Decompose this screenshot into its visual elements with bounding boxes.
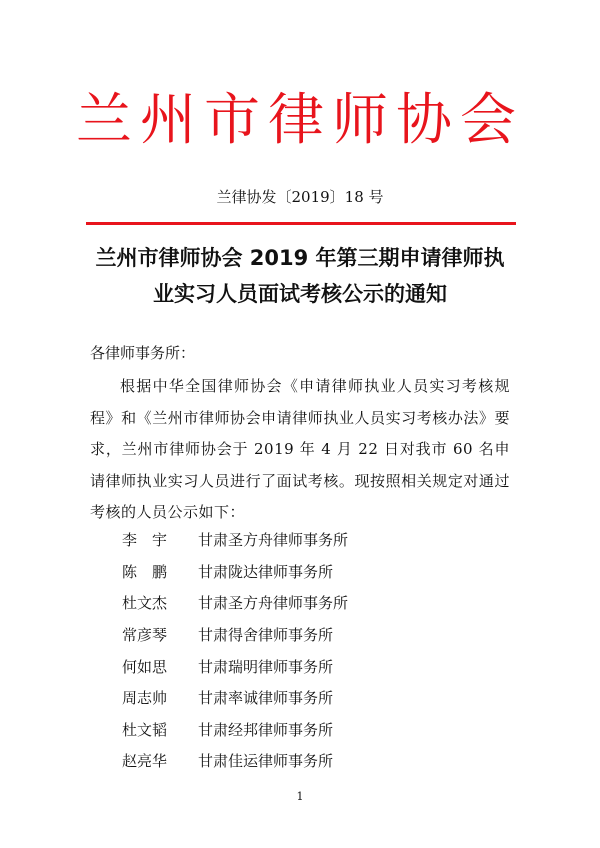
roster-row [122, 524, 462, 556]
roster-row [122, 587, 462, 619]
roster-row [122, 619, 462, 651]
roster-firm: 甘肃圣方舟律师事务所 [198, 531, 349, 550]
roster-list [122, 524, 462, 777]
masthead-title: 兰州市律师协会 [76, 88, 524, 153]
roster-row [122, 745, 462, 777]
roster-name: 杜文杰 [122, 594, 168, 613]
roster-name: 李 宇 [122, 531, 168, 550]
roster-row [122, 650, 462, 682]
roster-name: 杜文韬 [122, 720, 168, 739]
roster-firm: 甘肃陇达律师事务所 [198, 562, 334, 581]
roster-name: 陈 鹏 [122, 562, 168, 581]
roster-name: 常彦琴 [122, 626, 168, 645]
roster-firm: 甘肃率诚律师事务所 [198, 689, 334, 708]
roster-firm: 甘肃佳运律师事务所 [198, 752, 334, 771]
roster-row [122, 714, 462, 746]
roster-firm: 甘肃瑞明律师事务所 [198, 657, 334, 676]
roster-row [122, 682, 462, 714]
roster-firm: 甘肃圣方舟律师事务所 [198, 594, 349, 613]
roster-row [122, 556, 462, 588]
salutation: 各律师事务所： [90, 344, 196, 362]
notice-title [60, 240, 540, 312]
roster-firm: 甘肃经邦律师事务所 [198, 720, 334, 739]
roster-name: 何如思 [122, 657, 168, 676]
body-paragraph: 根据中华全国律师协会《申请律师执业人员实习考核规程》和《兰州市律师协会申请律师执业人员实习考核办法》要求，兰州市律师协会于 2019 年 4 月 22 日对我市 60 名申请律师执业实习人员进行了面试考核。现按照相关规定对通过考核的人员公示如下： [90, 377, 510, 521]
document-number: 兰律协发〔2019〕18 号 [216, 188, 384, 206]
notice-title-line-1: 兰州市律师协会 2019 年第三期申请律师执 [95, 246, 505, 270]
roster-name: 周志帅 [122, 689, 168, 708]
roster-firm: 甘肃得舍律师事务所 [198, 626, 334, 645]
roster-name: 赵亮华 [122, 752, 168, 771]
page-number: 1 [296, 790, 304, 803]
red-divider [86, 222, 516, 225]
notice-title-line-2: 业实习人员面试考核公示的通知 [153, 282, 447, 306]
